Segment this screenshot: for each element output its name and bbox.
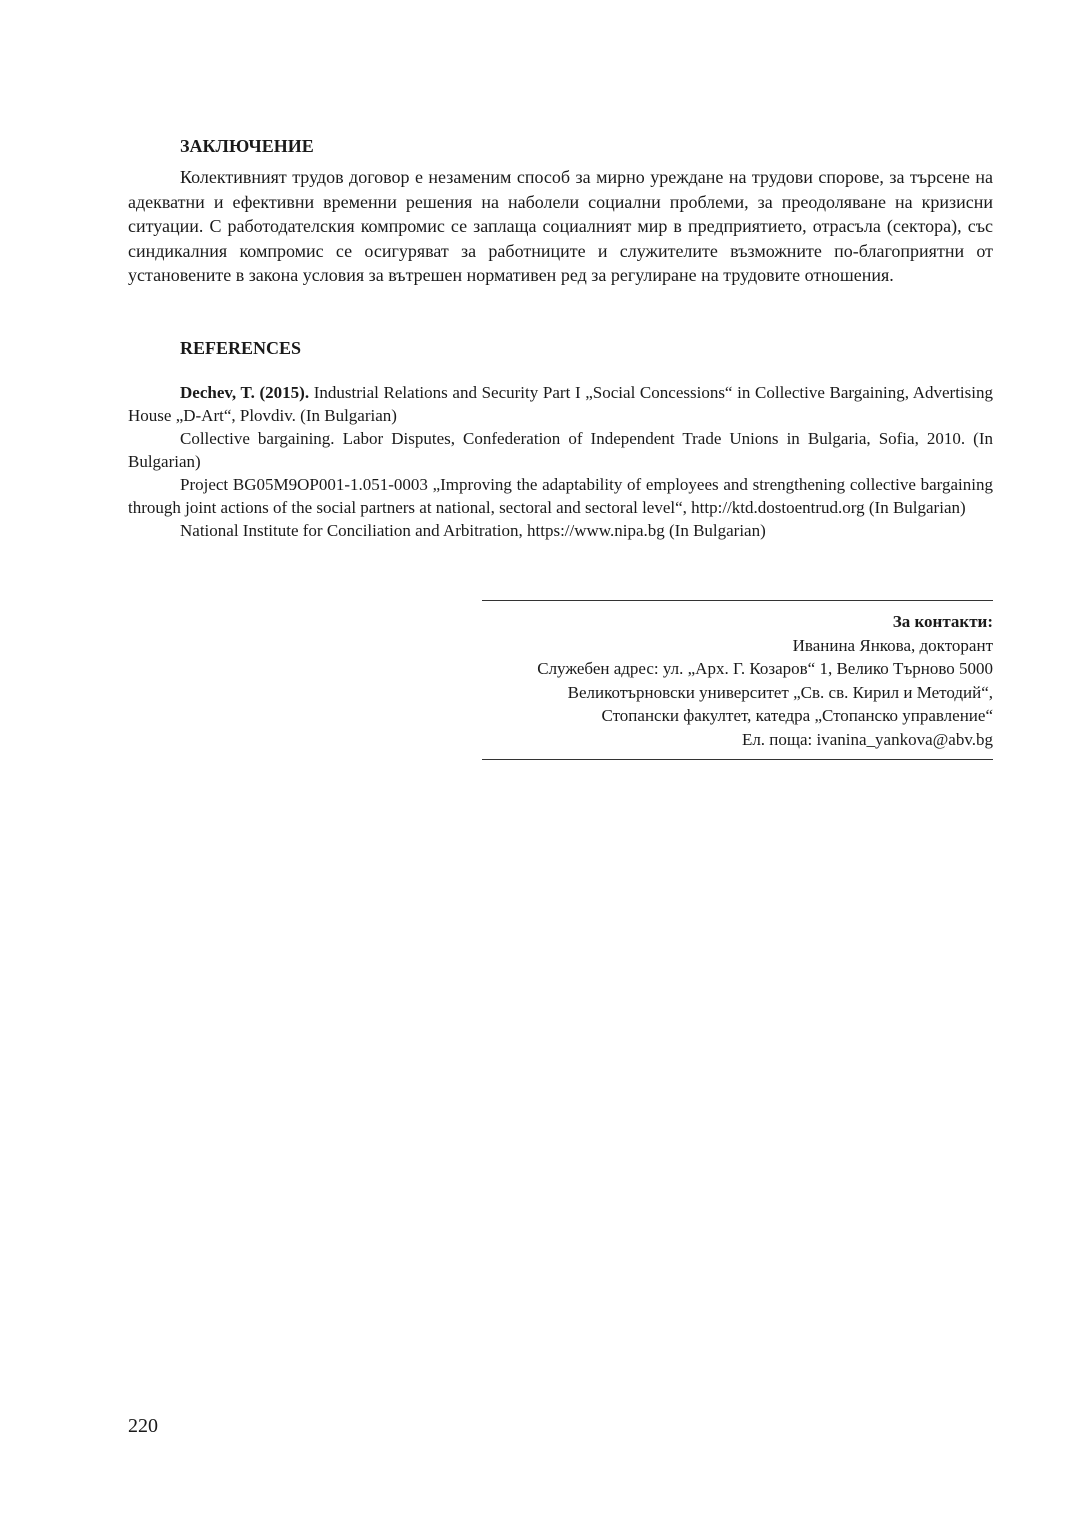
references-heading: REFERENCES — [180, 338, 302, 358]
conclusion-heading: ЗАКЛЮЧЕНИЕ — [180, 136, 314, 156]
page-number: 220 — [128, 1415, 158, 1437]
reference-item — [128, 381, 993, 427]
reference-text: Industrial Relations and Security Part I „Social Concessions“ in Collective Bargaining, Advertising House „D-Art“, Plovdiv. (In Bulgarian) — [128, 383, 993, 425]
reference-item: National Institute for Conciliation and Arbitration, https://www.nipa.bg (In Bulgarian) — [180, 521, 766, 540]
contact-details — [482, 601, 993, 759]
contact-university: Великотърновски университет „Св. св. Кирил и Методий“, — [567, 682, 993, 702]
contact-bottom-rule — [482, 759, 993, 760]
contact-faculty: Стопански факултет, катедра „Стопанско управление“ — [601, 706, 993, 725]
conclusion-paragraph: Колективният трудов договор е незаменим способ за мирно уреждане на трудови спорове, за търсене на адекватни и ефективни временни решения на наболели социални проблеми, за преодоляване на кризисни ситуации. С работодателския компромис се заплаща социалният мир в предприятието, отрасъла (сектора), със синдикалния компромис се осигуряват за работниците и служителите възможните по-благоприятни от установените в закона условия за вътрешен нормативен ред за регулиране на трудовите отношения. — [128, 167, 993, 285]
reference-item: Collective bargaining. Labor Disputes, Confederation of Independent Trade Unions in Bulgaria, Sofia, 2010. (In Bulgarian) — [128, 429, 993, 471]
contact-title: За контакти: — [892, 612, 993, 631]
reference-author: Dechev, T. (2015). — [180, 383, 310, 402]
contact-address: Служебен адрес: ул. „Арх. Г. Козаров“ 1, Велико Търново 5000 — [537, 659, 993, 678]
contact-name: Иванина Янкова, докторант — [792, 635, 993, 655]
page — [128, 0, 993, 1527]
contact-block — [482, 600, 993, 760]
references-list — [128, 381, 993, 542]
contact-email: Ел. поща: ivanina_yankova@abv.bg — [741, 729, 993, 749]
reference-item: Project BG05M9OP001-1.051-0003 „Improving the adaptability of employees and strengthening collective bargaining through joint actions of the social partners at national, sectoral and sectoral level“, http://ktd.dostoentrud.org (In Bulgarian) — [128, 475, 993, 517]
